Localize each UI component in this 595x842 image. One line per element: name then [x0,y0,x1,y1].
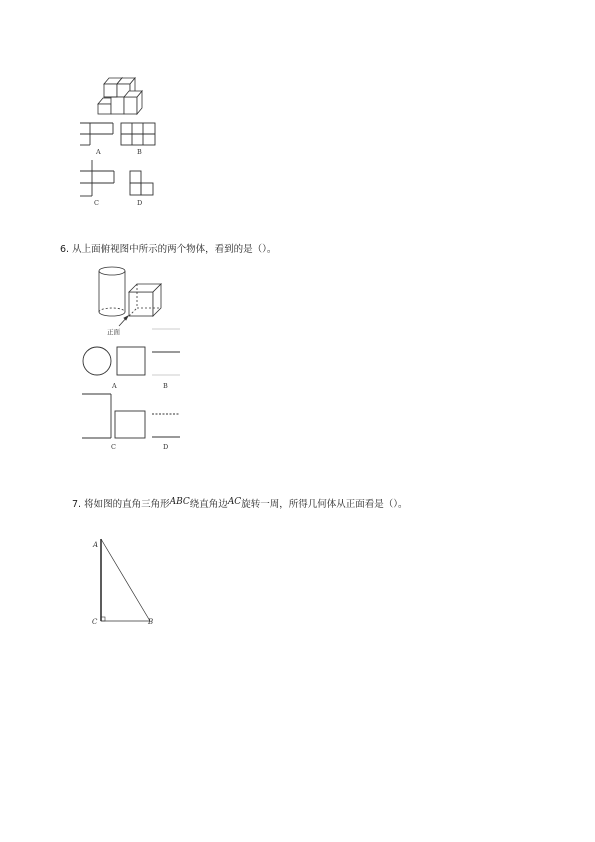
vertex-c-label: C [92,618,98,626]
option-c-view [80,160,114,196]
front-label: 正面 [107,328,120,336]
option-d-view [130,171,153,195]
option-b-view [121,123,155,145]
q6-option-c-view [82,394,145,438]
question-7-body-c: 旋转一周，所得几何体从正面看是（）。 [241,499,408,510]
right-triangle-figure [101,539,150,621]
question-7-body-a: 将如图的直角三角形 [84,499,170,510]
q6-option-a-view [83,347,145,375]
cylinder-cube-figure [99,267,161,326]
q6-option-b-label: B [163,382,168,390]
q6-option-d-label: D [163,443,169,451]
question-6-text [60,241,276,255]
question-7-text [72,496,407,510]
option-c-label: C [94,199,99,207]
question-6-number: 6. [60,244,70,255]
q6-option-c-label: C [111,443,116,451]
option-a-label: A [96,148,101,156]
vertex-b-label: B [148,618,154,626]
question-7-body-b: 绕直角边 [189,499,228,510]
question-6-body: 从上面俯视图中所示的两个物体，看到的是（）。 [72,244,277,255]
option-a-view [80,123,113,145]
q6-option-d-view [152,414,180,437]
vertex-a-label: A [93,541,99,549]
option-b-label: B [137,148,142,156]
side-name: AC [227,497,242,507]
triangle-name: ABC [169,497,190,507]
question-7-number: 7. [72,499,82,510]
option-d-label: D [137,199,143,207]
cube-stack-figure [98,78,142,114]
q6-option-b-view [152,352,180,375]
q6-option-a-label: A [112,382,117,390]
